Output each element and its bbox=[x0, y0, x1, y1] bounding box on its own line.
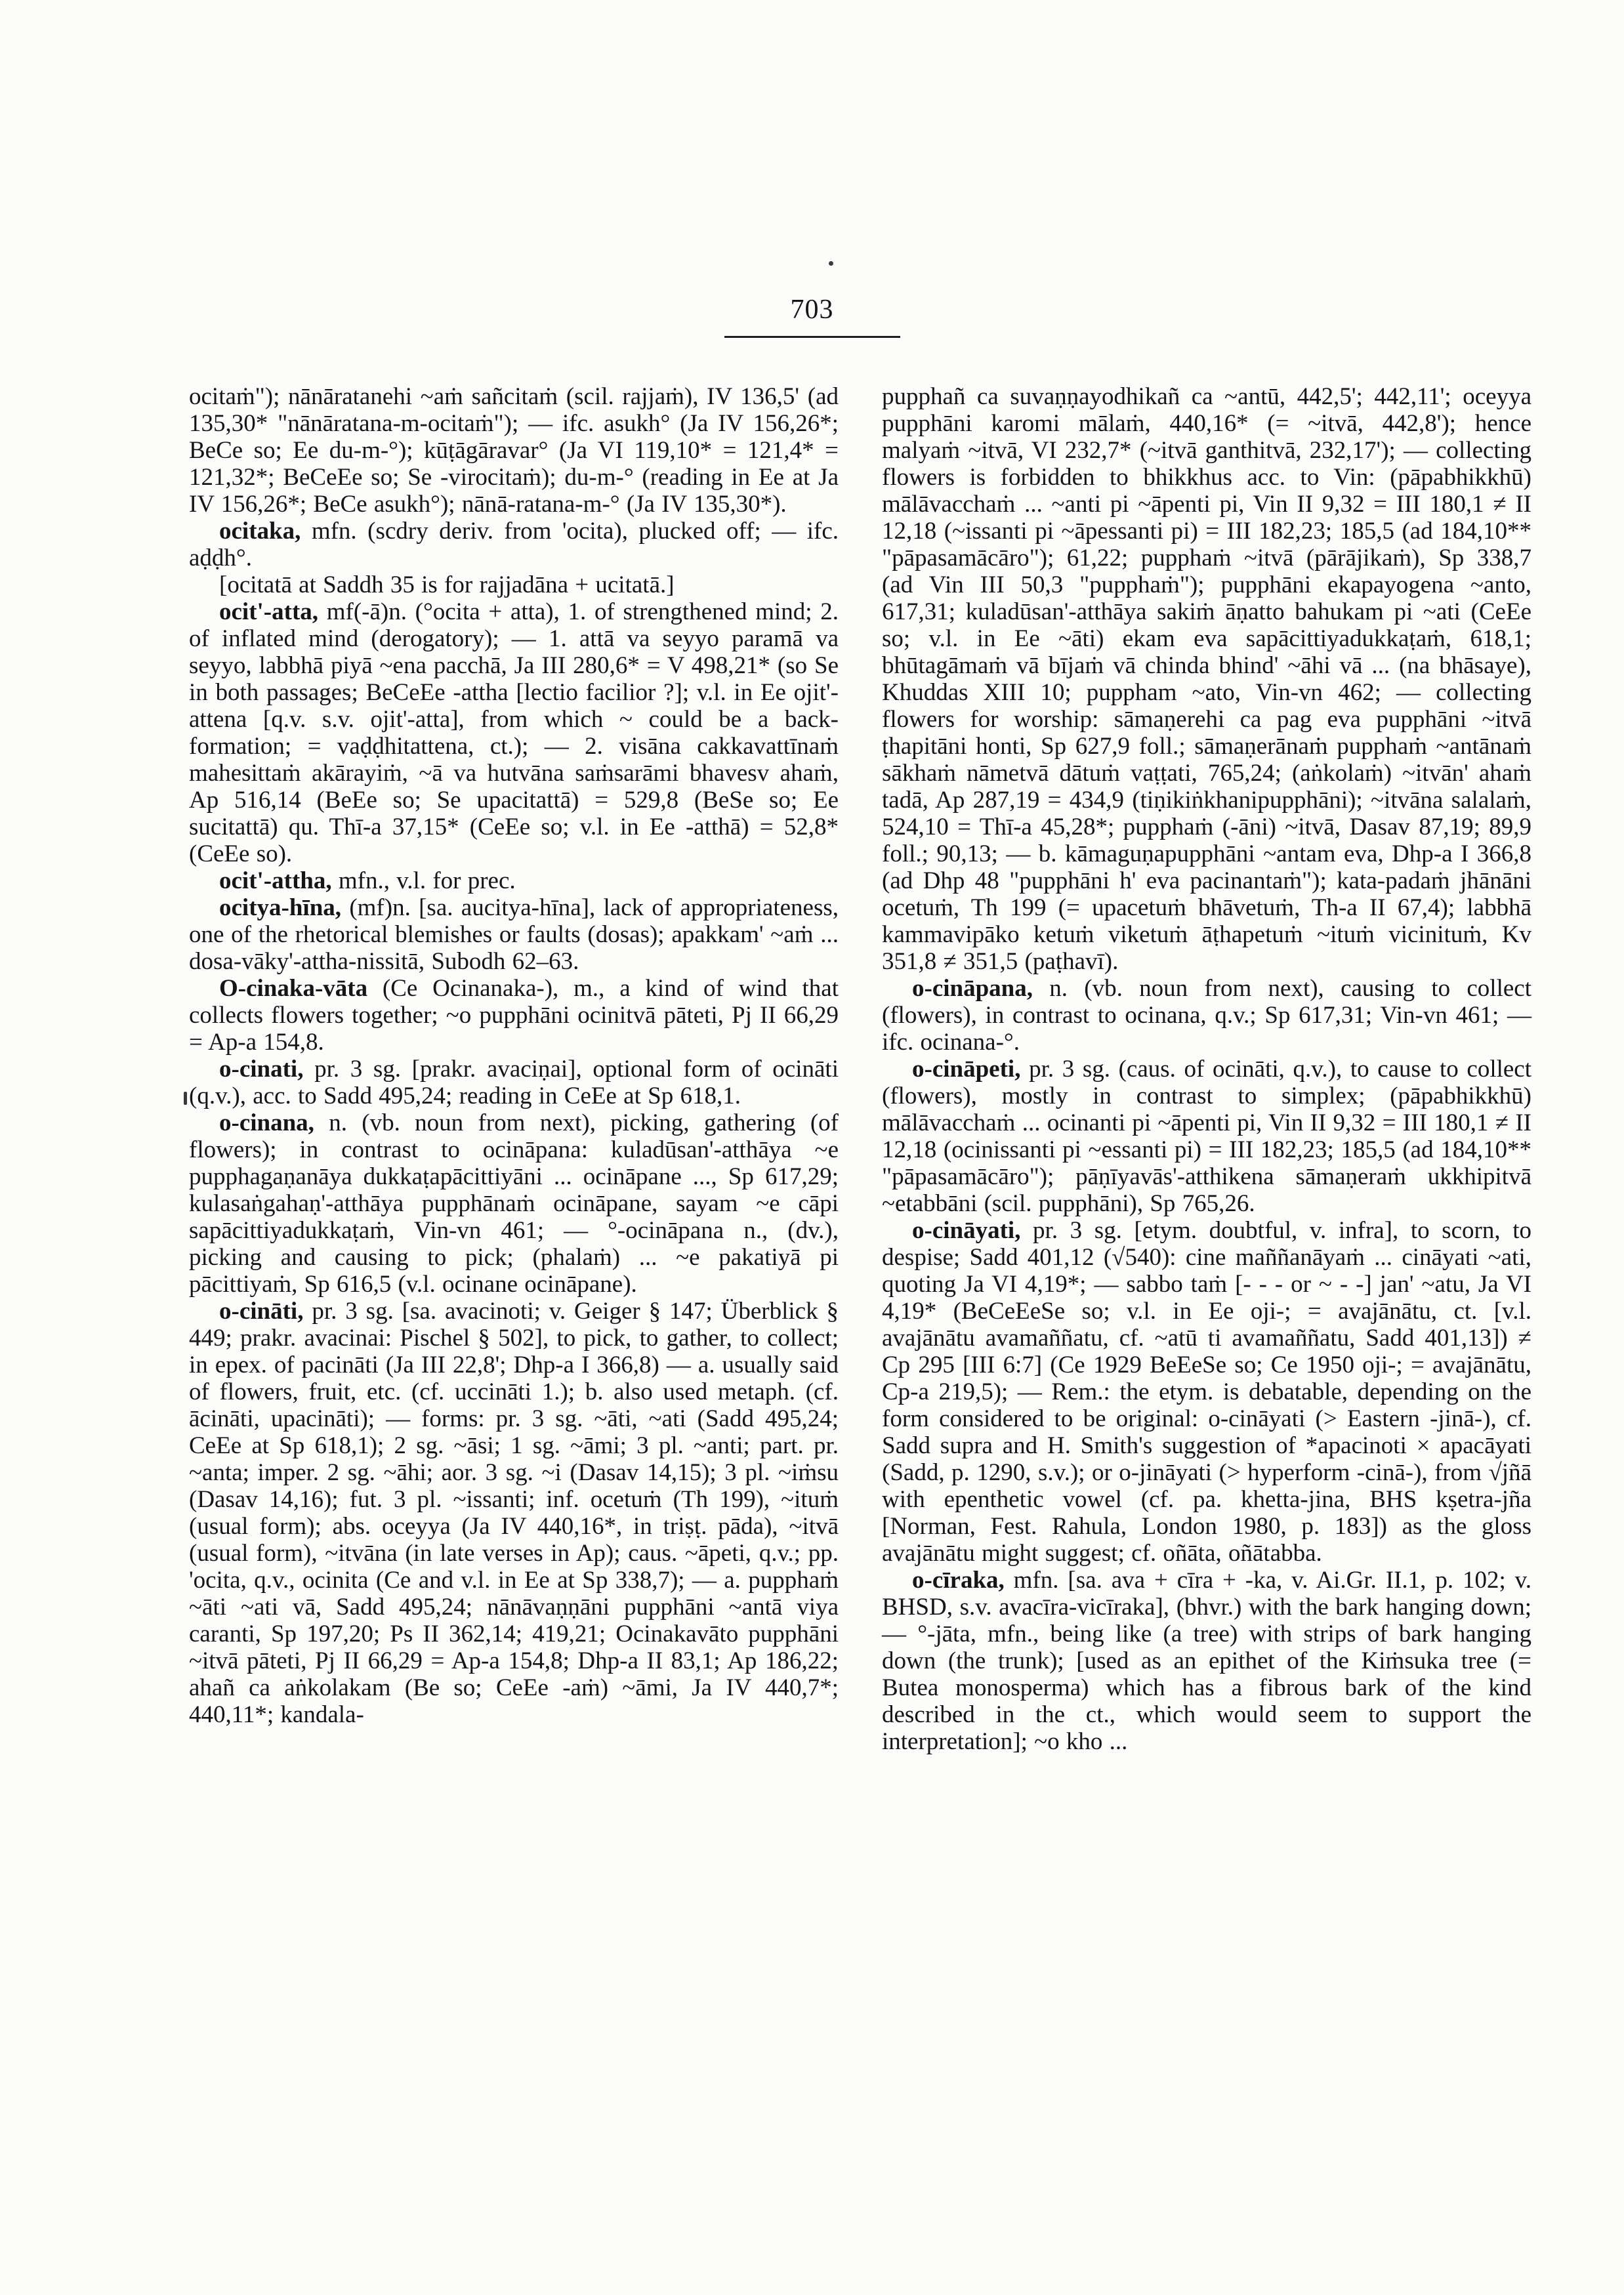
entry-continuation bbox=[189, 383, 839, 518]
entry-headword: o-cīraka, bbox=[912, 1567, 1005, 1594]
entry-headword: o-cinati, bbox=[219, 1056, 304, 1083]
dictionary-entry bbox=[189, 598, 839, 867]
entry-text: n. (vb. noun from next), picking, gathering (of flowers); in contrast to ocināpana: kuladūsan'-atthāya ~e pupphagaṇanāya dukkaṭapācittiyāni ... ocināpane ..., Sp 617,29; kulasaṅgahaṇ'-atthāya pupphānaṁ ocināpane, sayam ~e cāpi sapācittiyadukkaṭaṁ, Vin-vn 461; — °-ocināpana n., (dv.), picking and causing to pick; (phalaṁ) ... ~e pakatiyā pi pācittiyaṁ, Sp 616,5 (v.l. ocinane ocināpane). bbox=[189, 1109, 839, 1298]
entry-text: pupphañ ca suvaṇṇayodhikañ ca ~antū, 442,5'; 442,11'; oceyya pupphāni karomi mālaṁ, 440,16* (= ~itvā, 442,8'); hence malyaṁ ~itvā, VI 232,7* (~itvā ganthitvā, 232,17'); — collecting flowers is forbidden to bhikkhus acc. to Vin: (pāpabhikkhū) mālāvacchaṁ ... ~anti pi ~āpenti pi, Vin II 9,32 = III 180,1 ≠ II 12,18 (~issanti pi ~āpessanti pi) = III 182,23; 185,5 (ad 184,10** "pāpasamācāro"); 61,22; pupphaṁ ~itvā (pārājikaṁ), Sp 338,7 (ad Vin III 50,3 "pupphaṁ"); pupphāni ekapayogena ~anto, 617,31; kuladūsan'-atthāya sakiṁ āṇatto bahukam pi ~ati (CeEe so; v.l. in Ee ~āti) ekam eva sapācittiyadukkaṭaṁ, 618,1; bhūtagāmaṁ vā bījaṁ vā chinda bhind' ~āhi vā ... (na bhāsaye), Khuddas XIII 10; puppham ~ato, Vin-vn 462; — collecting flowers for worship: sāmaṇerehi ca pag eva pupphāni ~itvā ṭhapitāni honti, Sp 627,9 foll.; sāmaṇerānaṁ pupphaṁ ~antānaṁ sākhaṁ nāmetvā dātuṁ vaṭṭati, 765,24; (aṅkolaṁ) ~itvān' ahaṁ tadā, Ap 287,19 = 434,9 (tiṇikiṅkhanipupphāni); ~itvāna salalaṁ, 524,10 = Thī-a 45,28*; pupphaṁ (-āni) ~itvā, Dasav 87,19; 89,9 foll.; 90,13; — b. kāmaguṇapupphāni ~antam eva, Dhp-a I 366,8 (ad Dhp 48 "pupphāni h' eva pacinantaṁ"); kata-padaṁ jhānāni ocetuṁ, Th 199 (= upacetuṁ bhāvetuṁ, Th-a II 67,4); labbhā kammavipāko ketuṁ viketuṁ āṭhapetuṁ ~ituṁ vicinituṁ, Kv 351,8 ≠ 351,5 (paṭhavī). bbox=[882, 383, 1531, 975]
entry-headword: o-cināti, bbox=[219, 1298, 304, 1325]
dictionary-entry bbox=[882, 975, 1531, 1056]
entry-continuation bbox=[189, 571, 839, 598]
entry-headword: ocitaka, bbox=[219, 518, 301, 545]
entry-text: mfn. [sa. ava + cīra + -ka, v. Ai.Gr. II.1, p. 102; v. BHSD, s.v. avacīra-vicīraka], (bhvr.) with the bark hanging down; — °-jāta, mfn., being like (a tree) with strips of bark hanging down (the trunk); [used as an epithet of the Kiṁsuka tree (= Butea monosperma) which has a fibrous bark of the kind described in the ct., which would seem to support the interpretation]; ~o kho ... bbox=[882, 1567, 1531, 1755]
entry-headword: o-cināpeti, bbox=[912, 1056, 1021, 1083]
entry-text: pr. 3 sg. [etym. doubtful, v. infra], to scorn, to despise; Sadd 401,12 (√540): cine maññanāyaṁ ... cināyati ~ati, quoting Ja VI 4,19*; — sabbo taṁ [- - - or ~ - -] jan' ~atu, Ja VI 4,19* (BeCeEeSe so; v.l. in Ee oji-; = avajānātu, ct. [v.l. avajānātu avamaññatu, cf. ~atū ti avamaññatu, Sadd 401,13]) ≠ Cp 295 [III 6:7] (Ce 1929 BeEeSe so; Ce 1950 oji-; = avajānātu, Cp-a 219,5); — Rem.: the etym. is debatable, depending on the form considered to be original: o-cināyati (> Eastern -jinā-), cf. Sadd supra and H. Smith's suggestion of *apacinoti × apacāyati (Sadd, p. 1290, s.v.); or o-jināyati (> hyperform -cinā-), from √jñā with epenthetic vowel (cf. pa. khetta-jina, BHS kṣetra-jña [Norman, Fest. Rahula, London 1980, p. 183]) as the gloss avajānātu might suggest; cf. oñāta, oñātabba. bbox=[882, 1217, 1531, 1567]
entry-headword: o-cināpana, bbox=[912, 975, 1033, 1002]
entry-headword: O-cinaka-vāta bbox=[219, 975, 368, 1002]
text-columns bbox=[189, 383, 1531, 1755]
entry-headword: ocit'-atta, bbox=[219, 598, 319, 625]
dictionary-entry bbox=[189, 1056, 839, 1109]
entry-continuation bbox=[882, 383, 1531, 975]
dictionary-entry bbox=[189, 1298, 839, 1728]
entry-text: [ocitatā at Saddh 35 is for rajjadāna + ucitatā.] bbox=[219, 571, 675, 598]
entry-text: n. (vb. noun from next), causing to collect (flowers), in contrast to ocinana, q.v.; Sp 617,31; Vin-vn 461; — ifc. ocinana-°. bbox=[882, 975, 1531, 1056]
dictionary-entry bbox=[189, 975, 839, 1056]
entry-text: pr. 3 sg. (caus. of ocināti, q.v.), to cause to collect (flowers), mostly in contrast to simplex; (pāpabhikkhū) mālāvacchaṁ ... ocinanti pi ~āpenti pi, Vin II 9,32 = III 180,1 ≠ II 12,18 (ocinissanti pi ~essanti pi) = III 182,23; 185,5 (ad 184,10** "pāpasamācāro"); pāṇīyavās'-atthikena sāmaṇeraṁ ukkhipitvā ~etabbāni (scil. pupphāni), Sp 765,26. bbox=[882, 1056, 1531, 1217]
right-column bbox=[882, 383, 1531, 1755]
entry-text: pr. 3 sg. [sa. avacinoti; v. Geiger § 147; Überblick § 449; prakr. avacinai: Pischel § 502], to pick, to gather, to collect; in epex. of pacināti (Ja III 22,8'; Dhp-a I 366,8) — a. usually said of flowers, fruit, etc. (cf. uccināti 1.); b. also used metaph. (cf. ācināti, upacināti); — forms: pr. 3 sg. ~āti, ~ati (Sadd 495,24; CeEe at Sp 618,1); 2 sg. ~āsi; 1 sg. ~āmi; 3 pl. ~anti; part. pr. ~anta; imper. 2 sg. ~āhi; aor. 3 sg. ~i (Dasav 14,15); 3 pl. ~iṁsu (Dasav 14,16); fut. 3 pl. ~issanti; inf. ocetuṁ (Th 199), ~ituṁ (usual form); abs. oceyya (Ja IV 440,16*, in triṣṭ. pāda), ~itvā (usual form), ~itvāna (in late verses in Ap); caus. ~āpeti, q.v.; pp. 'ocita, q.v., ocinita (Ce and v.l. in Ee at Sp 338,7); — a. pupphaṁ ~āti ~ati vā, Sadd 495,24; nānāvaṇṇāni pupphāni ~antā viya caranti, Sp 197,20; Ps II 362,14; 419,21; Ocinakavāto pupphāni ~itvā pāteti, Pj II 66,29 = Ap-a 154,8; Dhp-a II 83,1; Ap 186,22; ahañ ca aṅkolakam (Be so; CeEe -aṁ) ~āmi, Ja IV 440,7*; 440,11*; kandala- bbox=[189, 1298, 839, 1728]
entry-headword: o-cināyati, bbox=[912, 1217, 1021, 1244]
dictionary-entry bbox=[189, 518, 839, 571]
entry-text: mf(-ā)n. (°ocita + atta), 1. of strengthened mind; 2. of inflated mind (derogatory); — 1. attā va seyyo paramā va seyyo, labbhā piyā ~ena pacchā, Ja III 280,6* = V 498,21* (so Se in both passages; BeCeEe -attha [lectio facilior ?]; v.l. in Ee ojit'-attena [q.v. s.v. ojit'-atta], from which ~ could be a back-formation; = vaḍḍhitattena, ct.); — 2. visāna cakkavattīnaṁ mahesittaṁ akārayiṁ, ~ā va hutvāna saṁsarāmi bhavesv ahaṁ, Ap 516,14 (BeEe so; Se upacitattā) = 529,8 (BeSe so; Ee sucitattā) qu. Thī-a 37,15* (CeEe so; v.l. in Ee -atthā) = 52,8* (CeEe so). bbox=[189, 598, 839, 867]
dictionary-entry bbox=[882, 1217, 1531, 1567]
entry-text: (mf)n. [sa. aucitya-hīna], lack of appropriateness, one of the rhetorical blemishes or faults (dosas); apakkam' ~aṁ ... dosa-vāky'-attha-nissitā, Subodh 62–63. bbox=[189, 894, 839, 975]
dictionary-entry bbox=[189, 1109, 839, 1298]
entry-text: pr. 3 sg. [prakr. avaciṇai], optional form of ocināti (q.v.), acc. to Sadd 495,24; reading in CeEe at Sp 618,1. bbox=[189, 1056, 839, 1109]
entry-text: mfn., v.l. for prec. bbox=[331, 867, 516, 894]
page-number: 703 bbox=[790, 295, 834, 325]
entry-text: ocitaṁ"); nānāratanehi ~aṁ sañcitaṁ (scil. rajjaṁ), IV 136,5' (ad 135,30* "nānāratana-m-ocitaṁ"); — ifc. asukh° (Ja IV 156,26*; BeCe so; Ee du-m-°); kūṭāgāravar° (Ja VI 119,10* = 121,4* = 121,32*; BeCeEe so; Se -virocitaṁ); du-m-° (reading in Ee at Ja IV 156,26*; BeCe asukh°); nānā-ratana-m-° (Ja IV 135,30*). bbox=[189, 383, 839, 518]
entry-headword: o-cinana, bbox=[219, 1109, 314, 1136]
entry-headword: ocit'-attha, bbox=[219, 867, 332, 894]
scan-artifact-dot bbox=[829, 261, 833, 266]
dictionary-entry bbox=[189, 894, 839, 975]
dictionary-entry bbox=[882, 1056, 1531, 1217]
page-number-rule bbox=[724, 336, 900, 338]
entry-headword: ocitya-hīna, bbox=[219, 894, 342, 921]
dictionary-entry bbox=[882, 1567, 1531, 1755]
left-column bbox=[189, 383, 839, 1728]
scan-artifact-dash bbox=[184, 1092, 187, 1105]
entry-text: mfn. (scdry deriv. from 'ocita), plucked off; — ifc. aḍḍh°. bbox=[189, 518, 839, 571]
dictionary-entry bbox=[189, 867, 839, 894]
entry-text: (Ce Ocinanaka-), m., a kind of wind that collects flowers together; ~o pupphāni ocinitvā pāteti, Pj II 66,29 = Ap-a 154,8. bbox=[189, 975, 839, 1056]
